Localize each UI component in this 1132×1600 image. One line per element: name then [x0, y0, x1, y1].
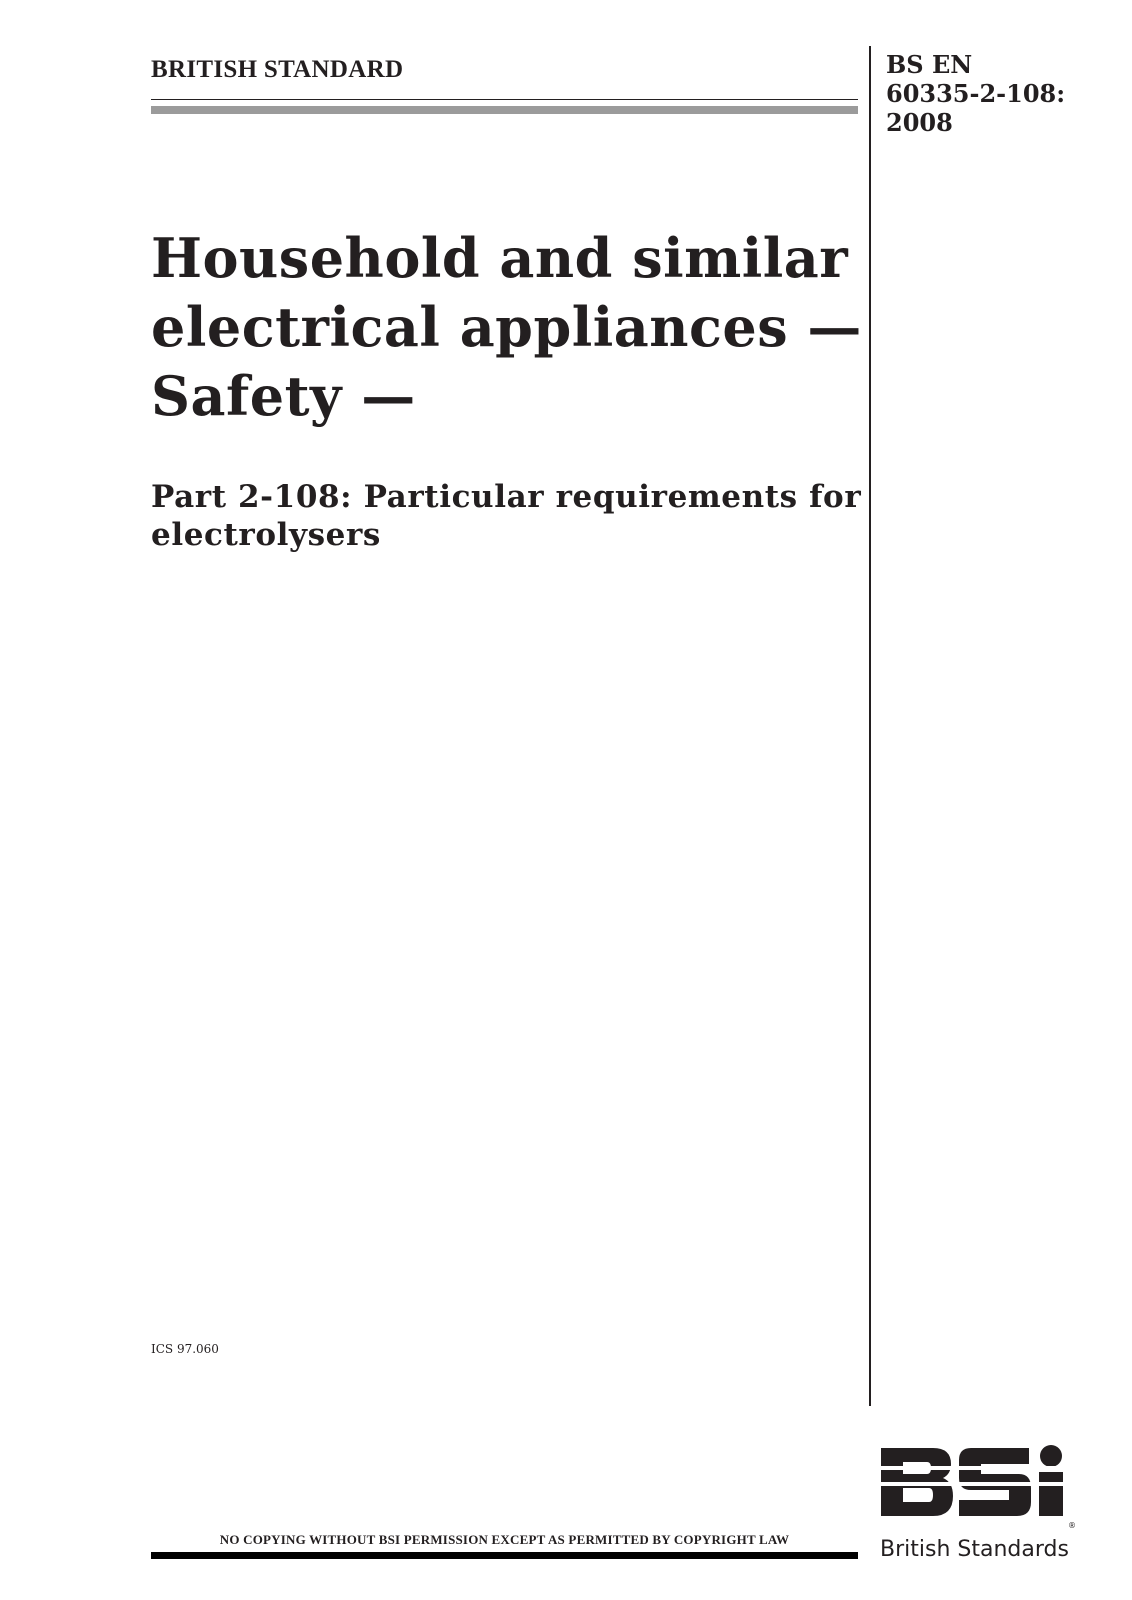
main-title-line-3: Safety — [151, 364, 416, 428]
standard-number-line-1: BS EN [886, 50, 973, 79]
bsi-logo-registered-mark: ® [1068, 1521, 1076, 1530]
bsi-logo-caption: British Standards [880, 1537, 1069, 1562]
ics-code: ICS 97.060 [151, 1342, 219, 1356]
vertical-divider [869, 46, 871, 1406]
main-title [151, 224, 861, 431]
part-title-line-1: Part 2-108: Particular requirements for [151, 479, 862, 515]
part-title-line-2: electrolysers [151, 517, 381, 553]
series-label: BRITISH STANDARD [151, 56, 404, 83]
standard-number [886, 50, 1065, 137]
header-thin-rule [151, 99, 858, 100]
main-title-line-1: Household and similar [151, 226, 849, 290]
standard-number-line-2: 60335-2-108: [886, 79, 1066, 108]
copyright-notice: NO COPYING WITHOUT BSI PERMISSION EXCEPT AS PERMITTED BY COPYRIGHT LAW [219, 1532, 790, 1547]
bsi-logo-letter-i-dot [1040, 1445, 1062, 1467]
part-title [151, 478, 861, 554]
main-title-line-2: electrical appliances — [151, 295, 862, 359]
standard-number-line-3: 2008 [886, 108, 953, 137]
footer-rule [151, 1552, 858, 1559]
bsi-logo-letter-i-stem [1039, 1472, 1063, 1516]
header-thick-rule [151, 106, 858, 114]
